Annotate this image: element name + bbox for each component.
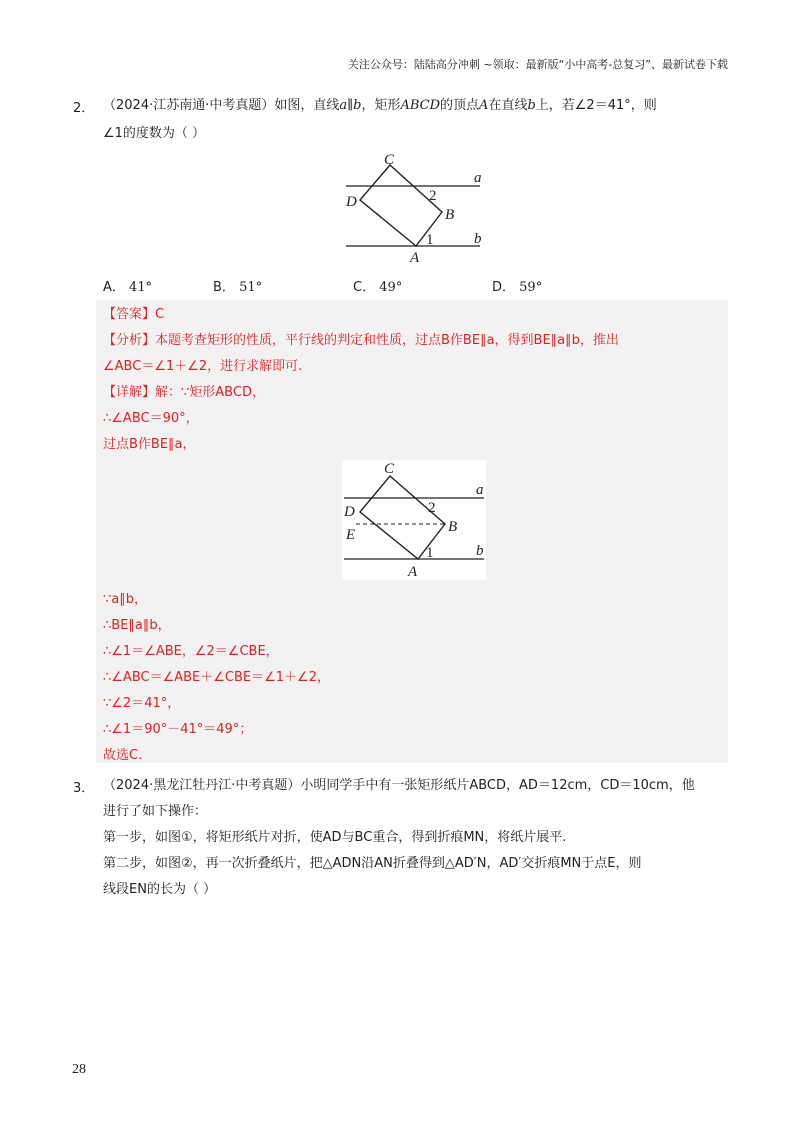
option-C — [353, 276, 402, 295]
detail-text: 解：∵矩形ABCD， — [155, 385, 265, 400]
option-letter: A． — [103, 280, 125, 295]
q2-stem-math: A — [479, 98, 489, 113]
step-line: ∴∠ABC＝90°， — [103, 411, 199, 426]
q2-stem-part: ，矩形 — [361, 98, 401, 113]
analysis-line-1 — [103, 331, 619, 351]
analysis-text: 本题考查矩形的性质，平行线的判定和性质，过点B作BE∥a，得到BE∥a∥b，推出 — [155, 333, 619, 348]
option-A — [103, 276, 152, 295]
option-value: 51° — [239, 280, 263, 295]
option-letter: C． — [353, 280, 376, 295]
q2-stem-part: 的顶点 — [440, 98, 480, 113]
q2-stem-part: 在直线 — [488, 98, 528, 113]
label-D: D — [344, 504, 355, 520]
option-letter: D． — [492, 280, 516, 295]
step-line: ∴∠1＝90°－41°＝49°； — [103, 722, 253, 737]
step-line: 过点B作BE∥a， — [103, 437, 196, 452]
analysis-line-2: ∠ABC＝∠1＋∠2，进行求解即可. — [103, 359, 303, 374]
q2-stem-part: 如图，直线 — [274, 98, 340, 113]
question-3-line-3: 第一步，如图①，将矩形纸片对折，使AD与BC重合，得到折痕MN，将纸片展平. — [103, 830, 567, 845]
question-3-line-1: （2024·黑龙江牡丹江·中考真题）小明同学手中有一张矩形纸片ABCD，AD＝12cm，CD＝10cm，他 — [103, 778, 695, 793]
question-3-line-4: 第二步，如图②，再一次折叠纸片，把△ADN沿AN折叠得到△AD′N，AD′交折痕MN于点E，则 — [103, 856, 642, 871]
option-value: 41° — [129, 280, 153, 295]
label-E: E — [346, 527, 356, 543]
step-line: ∵a∥b， — [103, 592, 147, 607]
label-A: A — [408, 564, 418, 580]
label-b: b — [474, 231, 482, 247]
detail-line-1 — [103, 383, 265, 403]
label-C: C — [384, 152, 395, 168]
step-line: ∴∠1＝∠ABE，∠2＝∠CBE， — [103, 644, 279, 659]
label-b: b — [476, 543, 484, 559]
option-B — [213, 276, 262, 295]
q2-source: （2024·江苏南通·中考真题） — [103, 98, 275, 113]
label-2: 2 — [428, 500, 436, 516]
label-B: B — [445, 207, 455, 223]
analysis-tag: 【分析】 — [103, 333, 156, 348]
label-1: 1 — [426, 545, 434, 561]
label-a: a — [476, 482, 484, 498]
q2-stem-part: 上，若∠2＝41°，则 — [535, 98, 657, 113]
detail-tag: 【详解】 — [103, 385, 156, 400]
solution-figure — [342, 460, 486, 580]
option-value: 49° — [379, 280, 403, 295]
answer-value: C — [155, 307, 165, 322]
label-D: D — [346, 194, 357, 210]
option-D — [492, 276, 542, 295]
label-C: C — [384, 461, 395, 477]
label-1: 1 — [426, 232, 434, 248]
step-line: 故选C. — [103, 748, 143, 763]
question-3-line-2: 进行了如下操作： — [103, 804, 208, 819]
answer-tag: 【答案】 — [103, 307, 156, 322]
q2-stem-math: a∥b — [339, 98, 362, 113]
step-line: ∴BE∥a∥b， — [103, 618, 171, 633]
question-2-number: 2． — [73, 101, 95, 116]
page-header: 关注公众号：陆陆高分冲刺 ~领取：最新版“小中高考-总复习”、最新试卷下载 — [347, 58, 728, 71]
question-2-stem — [103, 96, 657, 116]
step-line: ∵∠2＝41°， — [103, 696, 181, 711]
q2-stem-math: ABCD — [400, 98, 441, 113]
label-A: A — [410, 250, 420, 265]
option-letter: B． — [213, 280, 235, 295]
label-2: 2 — [429, 188, 437, 204]
label-a: a — [474, 170, 482, 186]
step-line: ∴∠ABC＝∠ABE＋∠CBE＝∠1＋∠2， — [103, 670, 330, 685]
question-2-stem-line2: ∠1的度数为（ ） — [103, 126, 206, 141]
question-3-line-5: 线段EN的长为（ ） — [103, 882, 217, 897]
label-B: B — [448, 519, 458, 535]
question-3-number: 3． — [73, 781, 95, 796]
page-number: 28 — [72, 1062, 86, 1077]
q2-stem-math: b — [527, 98, 536, 113]
question-2-figure — [340, 150, 490, 265]
option-value: 59° — [519, 280, 543, 295]
answer-line — [103, 305, 164, 325]
